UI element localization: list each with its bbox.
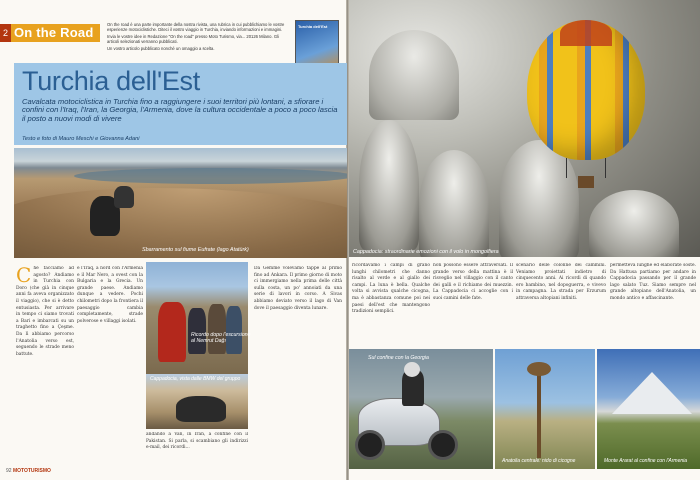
fairy-chimney [419,150,489,257]
text-column: andando a Van, in Iran, a confine con il Pakistan. Si parla, si scambiano gli indirizzi e-mail, dei ricordi... [146,432,248,451]
person-figure [226,306,242,354]
text-column: Da Gemme volevamo tappe al primo fino ad Ankara. Il primo giorno di moto ci immergiamo nella prima delle città sulla costa, un po' annoiati da una serie di lavori in corso. A Sivas abbiamo deviato verso il lago di Van dove il paesaggio diventa lunare. [254,266,342,311]
text-column: permetteva lunghe ed elaborate soste. Da Hattusa partiamo per andare in Cappadocia passando per il grande lago salato Tuz. Siamo sempre nel grande altopiano dell'Anatolia, un mondo antico e affascinante. [610,263,696,301]
column-text: he facciamo ad agosto? Andiamo in Turchia con Doro (che già in cinque anni fa aveva organizzato il viaggio), che si è detto entusiasta. Per arrivare in tempo ci siamo trovati a Bari e imbarcati su un traghetto fino a Çeşme. Da lì abbiamo percorso l'Anatolia verso est, seguendo le strade meno battute. [16,266,74,357]
helmet-icon [404,362,420,377]
article-byline: Testo e foto di Mauro Meschi e Giovanna Adani [22,136,140,142]
balloon-ropes [566,158,606,178]
photo-caption: Monte Ararat al confine con l'Armenia [604,458,688,464]
photo-caption: Sbarramento sul fiume Eufrate (lago Atatürk) [142,247,249,253]
group-photo [146,262,248,374]
wheel-icon [355,430,385,460]
magazine-name: MOTOTURISMO [12,468,51,474]
fairy-chimney [369,30,459,120]
photo-caption: Anatolia centrale: nido di cicogne [502,458,576,464]
text-column: scenario delle colonne dei cammini. Veniamo proiettati indietro di cinquecento anni. Ai ricordi di quando ero bambino, nel dopoguerra, e vivevo in campagna. La strada per Erzurum attraversa altopiani infiniti. [516,263,606,301]
motorcycle-icon [176,396,226,422]
photo-caption: Cappadocia, vista dalle BMW del gruppo [150,376,241,382]
motorcycle-icon [114,186,134,208]
canyon-photo [14,148,347,258]
article-title: Turchia dell'Est [22,66,200,96]
page-footer [6,468,51,474]
stork-nest-icon [527,362,551,376]
mountain-icon [612,372,692,414]
photo-caption: Sul confine con la Georgia [368,355,429,361]
intro-paragraph: Un vostro articolo pubblicato nonché un omaggio a scelta. [107,45,215,51]
fairy-chimney [589,190,679,257]
text-column [16,266,74,462]
fairy-chimney [359,120,419,250]
drop-cap: C [16,266,32,287]
photo-caption: Ricordo dopo l'escursione al Nemrut Dağı [191,332,251,344]
river-shape [74,168,347,184]
text-column: ricordavamo i campi di grano lunghi chilometri che danno risalto al verde e al giallo dei campi. La luna è bella. Qualche volta si avvista qualche cicogna, ma è abbastanza comune poi nei paesi dell'est che mantengono tradizioni semplici. [352,263,430,315]
person-figure [188,308,206,354]
intro-paragraph: Invia le vostre idee in Redazione "On the road" presso Moto Turismo, via... 20126 Milano. Gli articoli selezionati verranno pubblicati. [107,33,279,45]
balloon-basket [578,176,594,188]
section-number: 2 [0,24,11,42]
text-column: non possono essere attraversati. Il grande verso della mattina è il risveglio nel villaggio con il canto dei galli e il richiamo dei muezzin. La Cappadocia ci accoglie con i suoi camini delle fate. [433,263,513,301]
cover-thumb-title: Turchia dell'Est [298,24,328,29]
cappadocia-small-photo [146,374,248,429]
intro-blurb [107,22,291,52]
balloon-photo [349,0,700,257]
wheel-icon [428,430,458,460]
photo-caption: Cappadocia: straordinarie emozioni con il volo in mongolfiera [353,249,499,255]
intro-paragraph: On the road è una parte importante della nostra rivista, una rubrica in cui pubblichiamo le vostre esperienze motociclistiche. Diteci il vostro viaggio in Turchia, inviando informazioni e immagini. [107,22,285,33]
page-number: 92 [6,468,12,474]
person-figure [208,304,226,354]
article-subtitle: Cavalcata motociclistica in Turchia fino a raggiungere i suoi territori più lontani, a sfiorare i confini con l'Iraq, l'Iran, la Georgia, l'Armenia, dove la cultura occidentale a poco a poco lascia il posto a nuovi modi di vivere [22,97,338,123]
person-figure [158,302,186,362]
balloon-crown [560,20,612,46]
section-label: On the Road [14,25,94,40]
pole [537,372,541,458]
text-column: e l'Iraq, a nord con l'Armenia e il Mar Nero, a ovest con la Bulgaria e la Grecia. Un grande paese. Andiamo dunque a vedere. Pochi chilometri dopo la frontiera il paesaggio cambia completamente, strade polverose e villaggi isolati. [77,266,143,324]
